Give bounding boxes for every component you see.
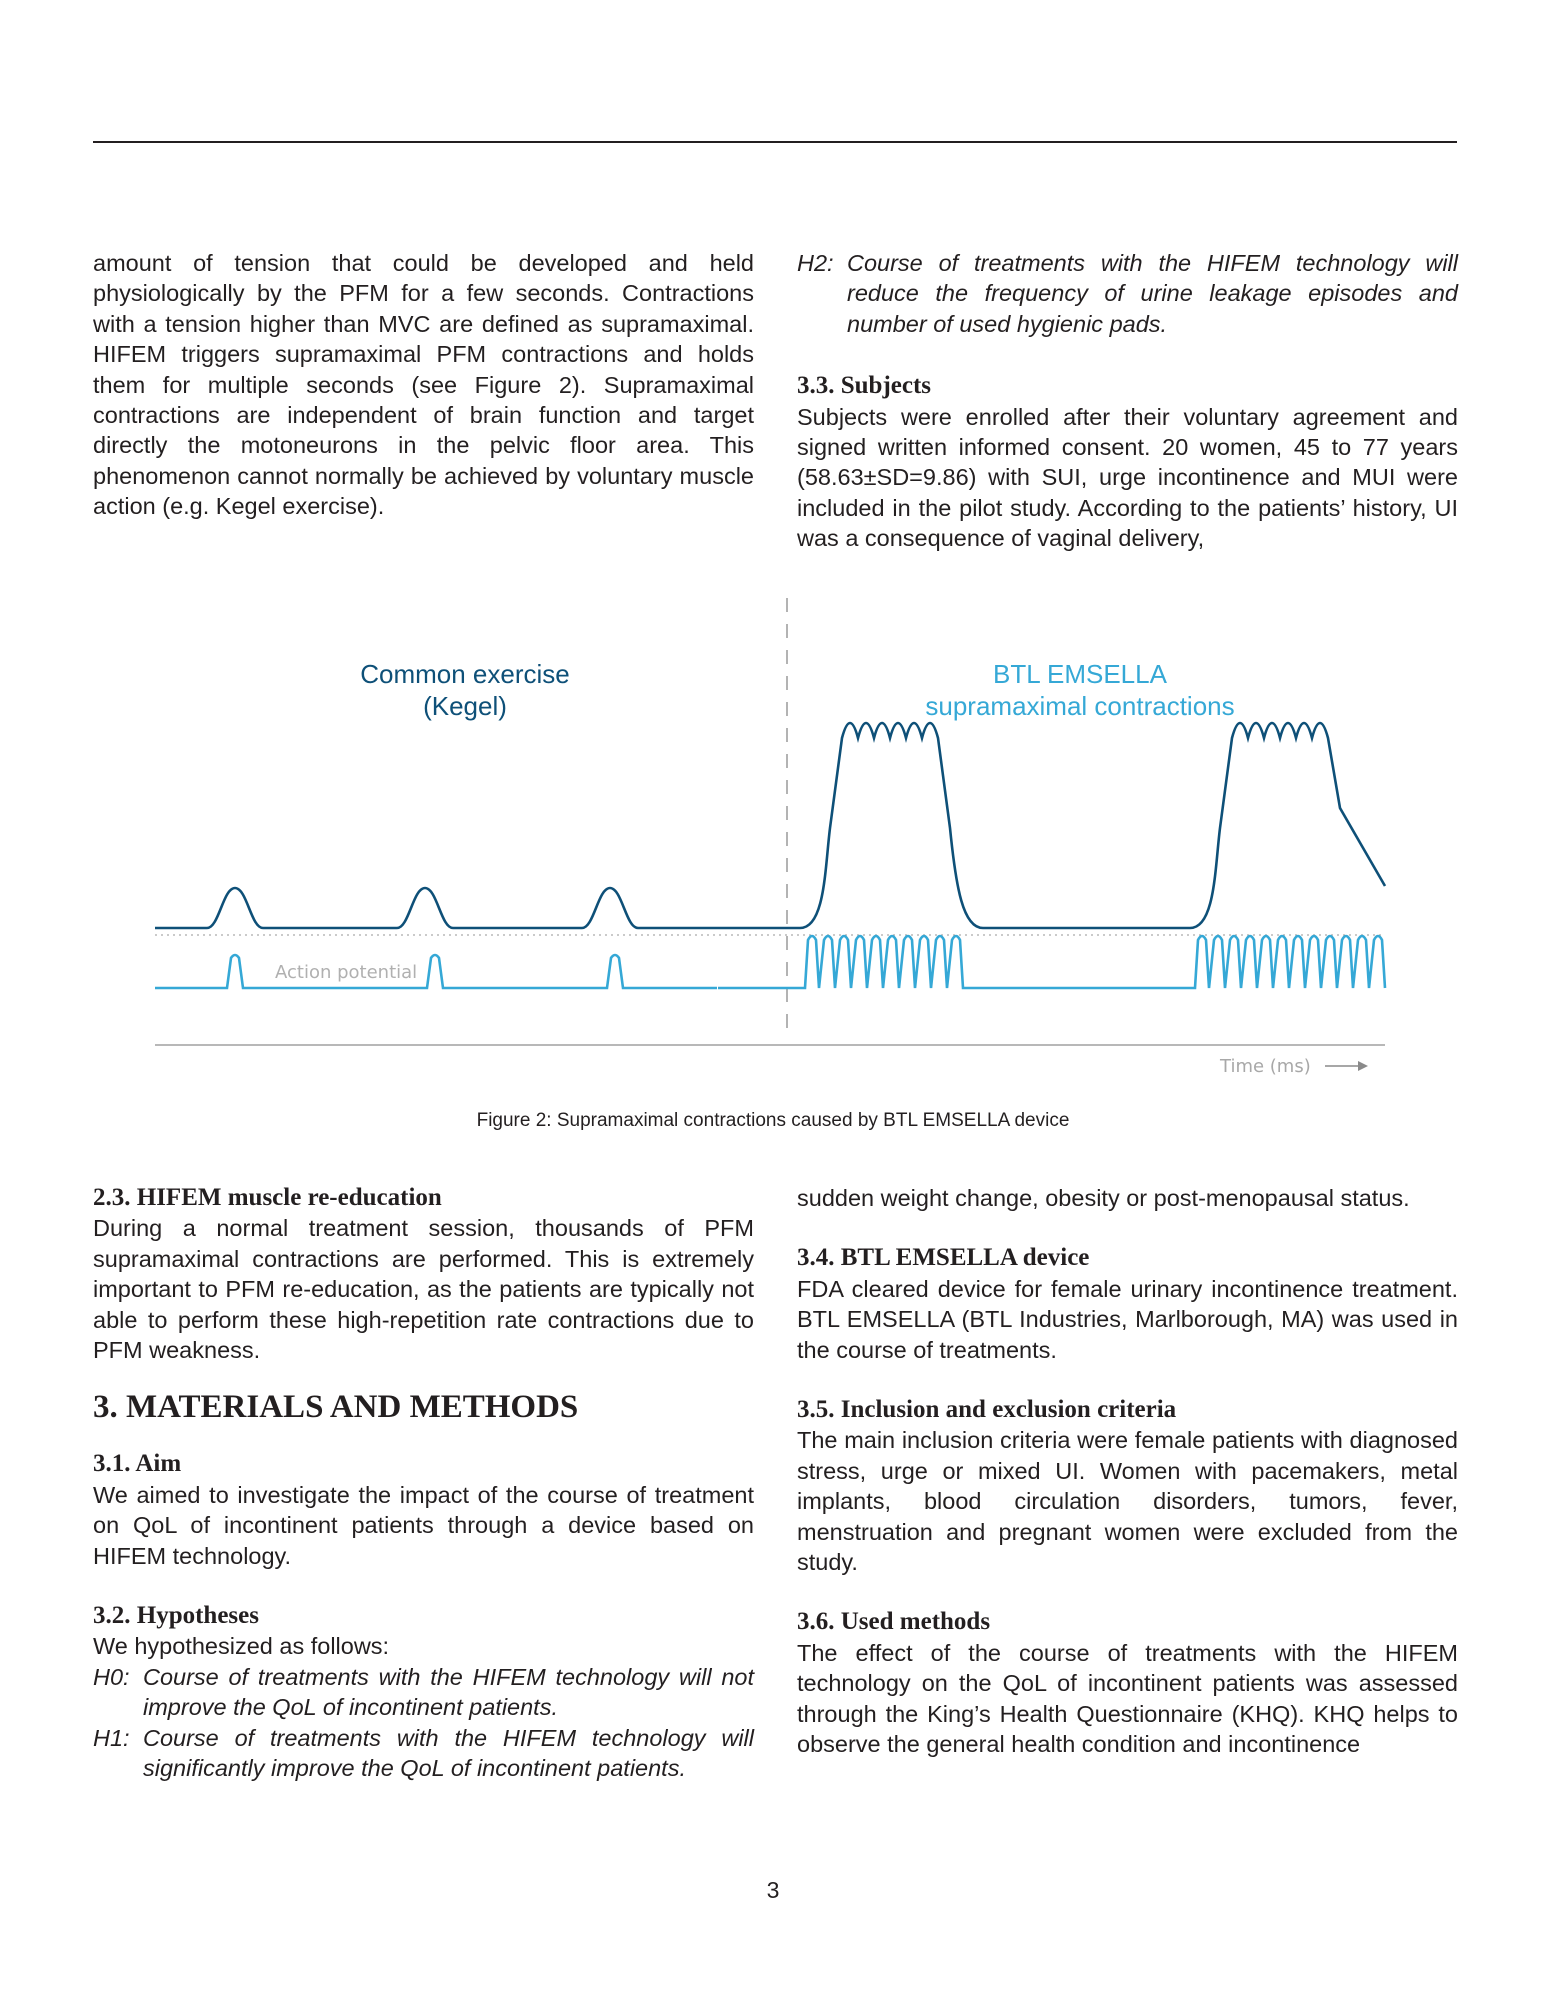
- paragraph-tension: amount of tension that could be developed and held physiologically by the PFM for a few seconds. Contractions with a tension higher than MVC are defined as supramaximal. HIFEM triggers supramaximal PFM contractions and holds them for multiple seconds (see Figure 2). Supramaximal contractions are independent of brain function and target directly the motoneurons in the pelvic floor area. This phenomenon cannot normally be achieved by voluntary muscle action (e.g. Kegel exercise).: [93, 250, 754, 520]
- used-methods-heading: 3.6. Used methods: [797, 1608, 991, 1636]
- left-column-top: [93, 248, 754, 522]
- device-heading: 3.4. BTL EMSELLA device: [797, 1244, 1090, 1272]
- hypothesis-h2-tag: H2:: [797, 250, 834, 276]
- action-potential-label: Action potential: [275, 962, 418, 983]
- aim-heading: 3.1. Aim: [93, 1450, 182, 1478]
- hypotheses-heading: 3.2. Hypotheses: [93, 1602, 259, 1630]
- figure-right-title-line1: BTL EMSELLA: [993, 659, 1167, 689]
- subjects-heading: 3.3. Subjects: [797, 372, 932, 400]
- page-number: 3: [766, 1877, 780, 1903]
- hifem-paragraph: During a normal treatment session, thousands of PFM supramaximal contractions are performed. This is extremely important to PFM re-education, as the patients are typically not able to perform these high-repetition rate contractions due to PFM weakness.: [93, 1215, 754, 1364]
- figure-2: [150, 598, 1400, 1088]
- device-paragraph: FDA cleared device for female urinary incontinence treatment. BTL EMSELLA (BTL Industries, Marlborough, MA) was used in the course of treatments.: [797, 1275, 1458, 1363]
- subjects-paragraph: Subjects were enrolled after their voluntary agreement and signed written informed consent. 20 women, 45 to 77 years (58.63±SD=9.86) with SUI, urge incontinence and MUI were included in the pilot study. According to the patients’ history, UI was a consequence of vaginal delivery,: [797, 403, 1458, 552]
- figure-graph: [150, 598, 1400, 1088]
- hifem-heading: 2.3. HIFEM muscle re-education: [93, 1184, 442, 1211]
- criteria-heading: 3.5. Inclusion and exclusion criteria: [797, 1396, 1177, 1424]
- hypothesis-h1: [93, 1723, 754, 1784]
- left-column-bottom: [93, 1183, 754, 1784]
- figure-caption: Figure 2: Supramaximal contractions caused by BTL EMSELLA device: [476, 1110, 1070, 1131]
- hypothesis-h2-text: Course of treatments with the HIFEM technology will reduce the frequency of urine leakage episodes and number of used hygienic pads.: [847, 250, 1458, 337]
- right-column-top: [797, 248, 1458, 554]
- hypothesis-h0-tag: H0:: [93, 1663, 130, 1690]
- muscle-force-trace: [155, 723, 1385, 928]
- continuation-paragraph: sudden weight change, obesity or post-menopausal status.: [797, 1185, 1410, 1211]
- criteria-paragraph: The main inclusion criteria were female patients with diagnosed stress, urge or mixed UI. Women with pacemakers, metal implants, blood circulation disorders, tumors, fever, menstruation and pregnant women were excluded from the study.: [797, 1427, 1458, 1576]
- time-axis-label: Time (ms): [1220, 1056, 1311, 1077]
- time-arrow-icon: [1325, 1061, 1368, 1071]
- hypothesis-h1-text: Course of treatments with the HIFEM technology will significantly improve the QoL of incontinent patients.: [143, 1724, 754, 1782]
- right-column-bottom: [797, 1183, 1458, 1760]
- hypothesis-h1-tag: H1:: [93, 1724, 130, 1751]
- hypothesis-h2: [797, 248, 1458, 339]
- aim-paragraph: We aimed to investigate the impact of the course of treatment on QoL of incontinent patients through a device based on HIFEM technology.: [93, 1481, 754, 1569]
- figure-left-title-line2: (Kegel): [423, 691, 507, 721]
- hypotheses-intro: We hypothesized as follows:: [93, 1633, 390, 1660]
- used-methods-paragraph: The effect of the course of treatments with the HIFEM technology on the QoL of incontinent patients was assessed through the King’s Health Questionnaire (KHQ). KHQ helps to observe the general health condition and incontinence: [797, 1639, 1458, 1758]
- header-rule: [93, 141, 1457, 143]
- hypothesis-h0-text: Course of treatments with the HIFEM technology will not improve the QoL of incontinent patients.: [143, 1663, 754, 1721]
- hypothesis-h0: [93, 1662, 754, 1723]
- figure-left-title-line1: Common exercise: [360, 659, 570, 689]
- figure-right-title-line2: supramaximal contractions: [925, 691, 1235, 721]
- methods-heading: 3. MATERIALS AND METHODS: [93, 1389, 579, 1426]
